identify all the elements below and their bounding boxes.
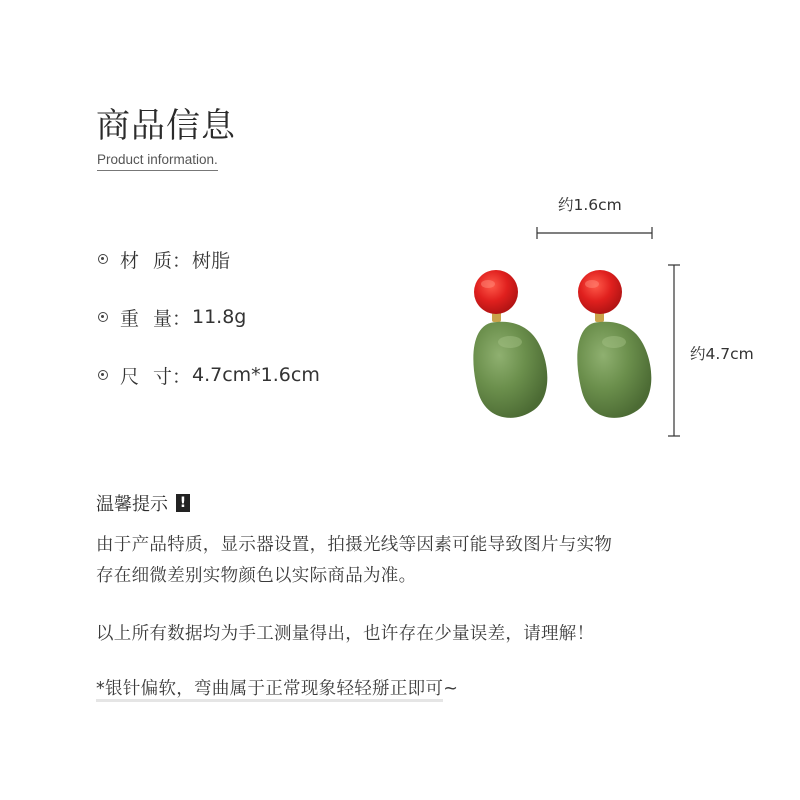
- spec-colon: ：: [172, 365, 192, 388]
- red-bead: [474, 270, 518, 314]
- notice-title-text: 温馨提示: [96, 494, 168, 515]
- spec-value: 11.8g: [192, 306, 247, 328]
- earring-left: [473, 270, 547, 418]
- spec-value: 4.7cm*1.6cm: [192, 364, 320, 386]
- notice-paragraph-2: 以上所有数据均为手工测量得出，也许存在少量误差，请理解！: [96, 624, 595, 644]
- notice-paragraph-1: [96, 530, 612, 592]
- width-dimension-label: 约1.6cm: [558, 196, 622, 214]
- notice-paragraph-3: *银针偏软，弯曲属于正常现象轻轻掰正即可~: [96, 679, 459, 699]
- height-dimension-line: [668, 265, 680, 436]
- notice-line: 由于产品特质，显示器设置，拍摄光线等因素可能导致图片与实物: [96, 535, 613, 555]
- exclamation-icon: !: [176, 494, 190, 512]
- page-subtitle: Product information.: [97, 152, 218, 171]
- spec-label: 尺 寸: [120, 365, 172, 388]
- spec-colon: ：: [172, 249, 192, 272]
- spec-colon: ：: [172, 307, 192, 330]
- spec-label: 材 质: [120, 249, 172, 272]
- notice-line: 存在细微差别实物颜色以实际商品为准。: [96, 566, 417, 586]
- notice-title: [96, 490, 190, 516]
- red-bead: [578, 270, 622, 314]
- spec-label: 重 量: [120, 307, 172, 330]
- height-dimension-label: 约4.7cm: [690, 345, 754, 363]
- page-title: 商品信息: [96, 106, 236, 146]
- spec-value: 树脂: [192, 249, 231, 272]
- earring-right: [577, 270, 651, 418]
- width-dimension-line: [537, 227, 652, 239]
